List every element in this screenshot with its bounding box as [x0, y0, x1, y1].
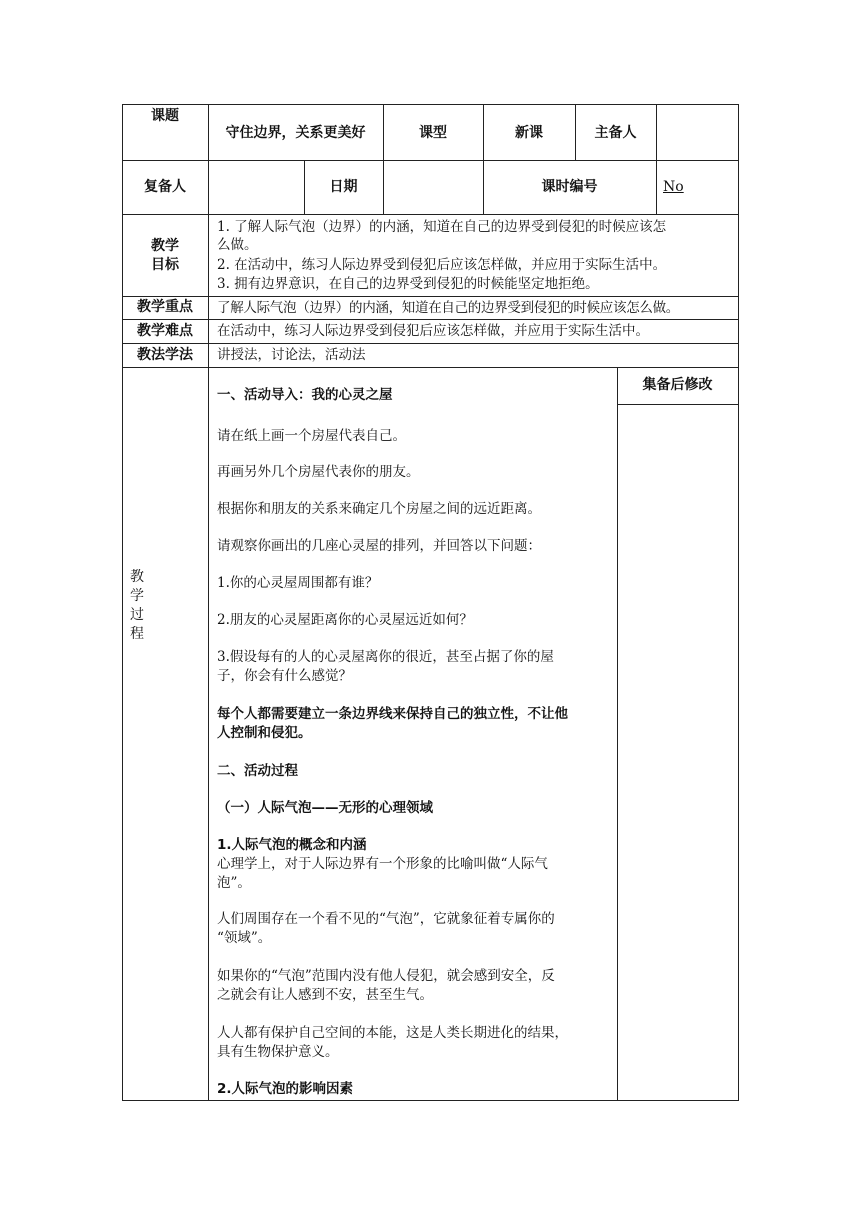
- goal-3: 3. 拥有边界意识，在自己的边界受到侵犯的时候能坚定地拒绝。: [217, 276, 599, 292]
- topic-label: 课题: [151, 108, 179, 124]
- paragraph: 心理学上，对于人际边界有一个形象的比喻叫做“人际气: [217, 856, 548, 872]
- process-label-char-1: 教: [130, 569, 144, 585]
- key-point-label: 教学重点: [137, 299, 193, 315]
- co-preparer-label: 复备人: [144, 179, 186, 195]
- goal-2: 2. 在活动中，练习人际边界受到侵犯后应该怎样做，并应用于实际生活中。: [217, 257, 667, 273]
- question-3-line1: 3.假设每有的人的心灵屋离你的很近，甚至占据了你的屋: [217, 649, 554, 665]
- paragraph: 泡”。: [217, 875, 251, 891]
- question-2: 2.朋友的心灵屋距离你的心灵屋远近如何？: [217, 612, 473, 628]
- paragraph: 再画另外几个房屋代表你的朋友。: [217, 464, 420, 480]
- subsection-1-title: （一）人际气泡——无形的心理领域: [217, 800, 433, 816]
- paragraph: 人人都有保护自己空间的本能，这是人类长期进化的结果，: [217, 1025, 568, 1041]
- question-1: 1.你的心灵屋周围都有谁？: [217, 575, 379, 591]
- goal-1-line2: 么做。: [217, 237, 258, 253]
- key-point-value: 了解人际气泡（边界）的内涵，知道在自己的边界受到侵犯的时候应该怎么做。: [217, 300, 679, 316]
- date-label: 日期: [329, 179, 358, 195]
- type-label: 课型: [419, 125, 447, 141]
- process-label-char-4: 程: [130, 626, 144, 642]
- paragraph: 请观察你画出的几座心灵屋的排列，并回答以下问题：: [217, 538, 541, 554]
- paragraph: 如果你的“气泡”范围内没有他人侵犯，就会感到安全，反: [217, 968, 555, 984]
- point-1-title: 1.人际气泡的概念和内涵: [217, 837, 367, 853]
- goals-label-line2: 目标: [151, 257, 179, 273]
- paragraph: 之就会有让人感到不安，甚至生气。: [217, 987, 433, 1003]
- paragraph: 根据你和朋友的关系来确定几个房屋之间的远近距离。: [217, 501, 541, 517]
- section-1-title: 一、活动导入：我的心灵之屋: [217, 387, 393, 403]
- key-statement-line1: 每个人都需要建立一条边界线来保持自己的独立性，不让他: [217, 706, 568, 722]
- process-label-char-3: 过: [130, 607, 144, 623]
- key-statement-line2: 人控制和侵犯。: [217, 725, 312, 741]
- paragraph: “领域”。: [217, 930, 272, 946]
- section-2-title: 二、活动过程: [217, 763, 298, 779]
- difficulty-value: 在活动中，练习人际边界受到侵犯后应该怎样做，并应用于实际生活中。: [217, 323, 649, 339]
- type-value: 新课: [515, 125, 543, 141]
- topic-value: 守住边界，关系更美好: [225, 125, 366, 141]
- methods-label: 教法学法: [137, 347, 193, 363]
- preparer-label: 主备人: [594, 125, 637, 141]
- point-2-title: 2.人际气泡的影响因素: [217, 1081, 354, 1097]
- lesson-number-label: 课时编号: [541, 179, 598, 195]
- paragraph: 具有生物保护意义。: [217, 1044, 339, 1060]
- paragraph: 人们周围存在一个看不见的“气泡”，它就象征着专属你的: [217, 911, 555, 927]
- process-label-char-2: 学: [130, 588, 144, 604]
- question-3-line2: 子，你会有什么感觉？: [217, 668, 352, 684]
- revision-column-label: 集备后修改: [642, 377, 713, 393]
- paragraph: 请在纸上画一个房屋代表自己。: [217, 428, 406, 444]
- goal-1-line1: 1. 了解人际气泡（边界）的内涵，知道在自己的边界受到侵犯的时候应该怎: [217, 219, 667, 235]
- lesson-number-value: No: [663, 179, 684, 195]
- goals-label-line1: 教学: [151, 238, 179, 254]
- methods-value: 讲授法，讨论法，活动法: [217, 347, 366, 363]
- difficulty-label: 教学难点: [137, 323, 193, 339]
